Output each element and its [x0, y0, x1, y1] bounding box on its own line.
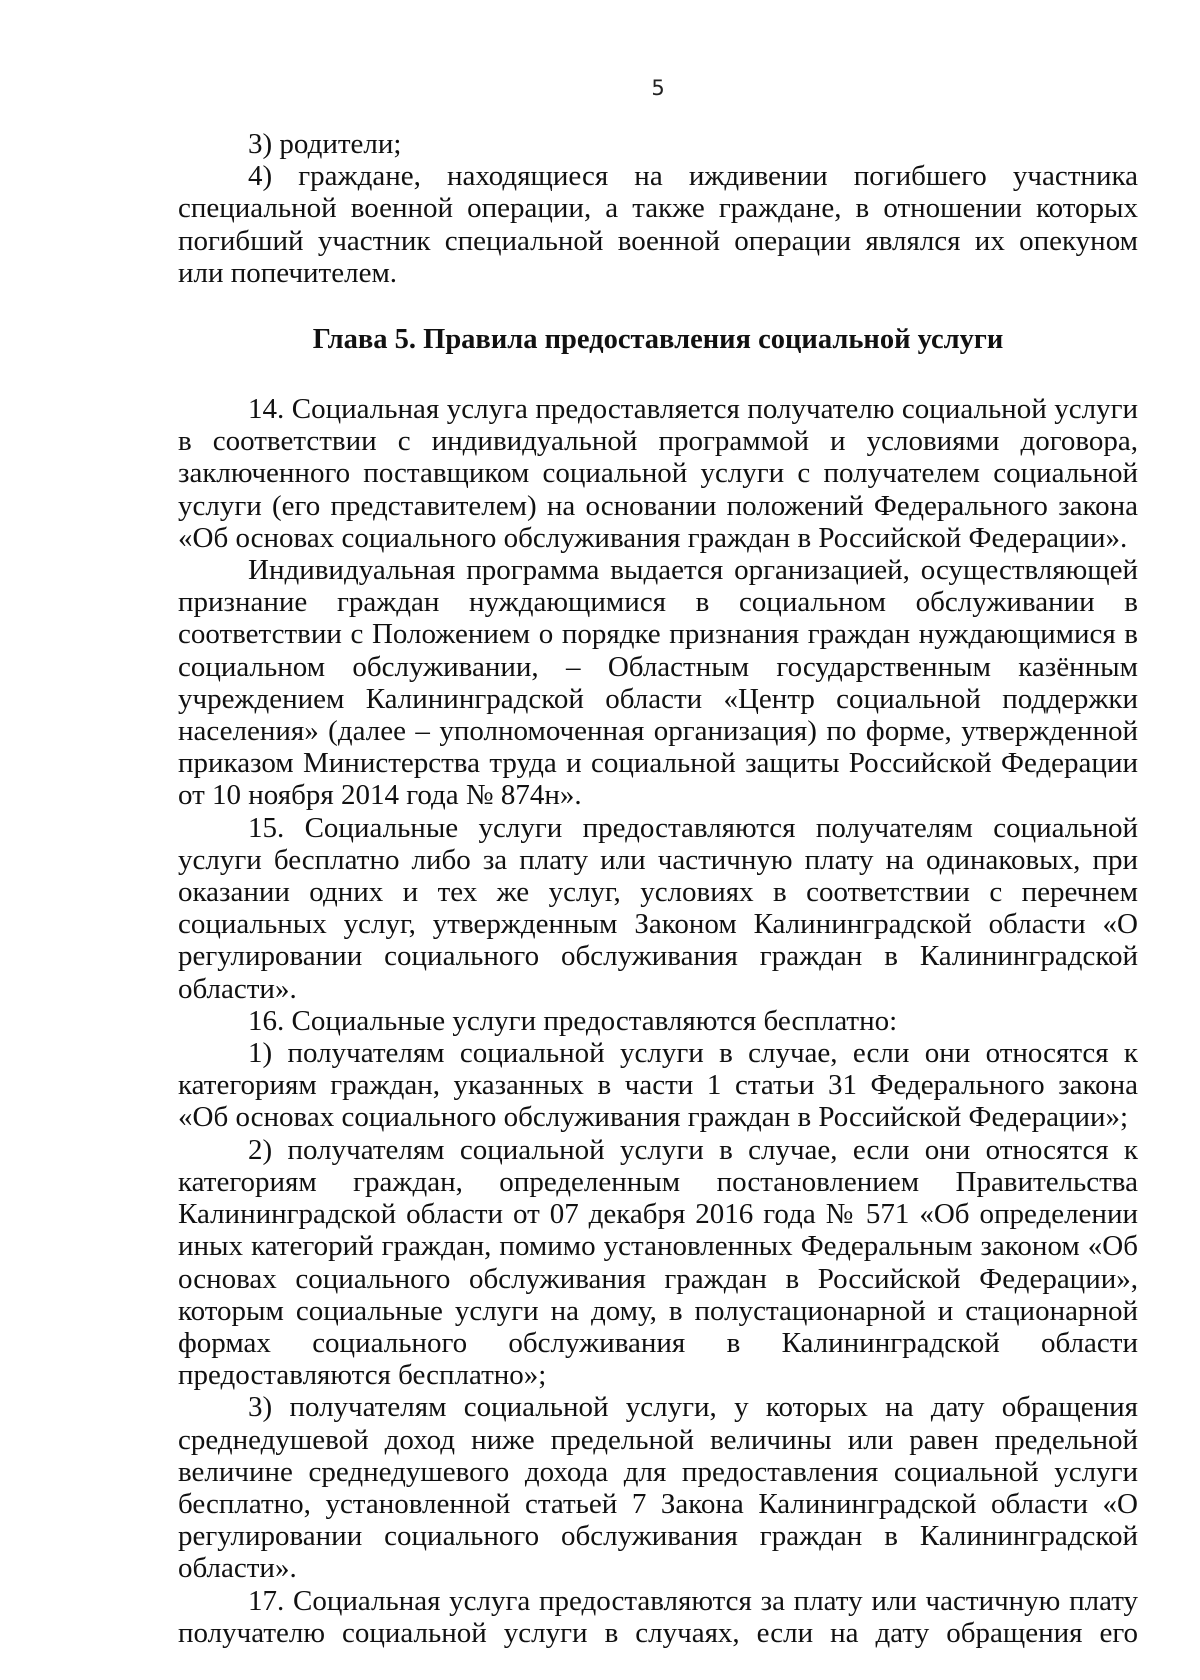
document-page [178, 0, 1138, 1680]
page-number: 5 [651, 76, 665, 100]
paragraph-16-item-1: 1) получателям социальной услуги в случае, если они относятся к категориям граждан, указанных в части 1 статьи 31 Федерального закона «Об основах социального обслуживания граждан в Российской Федерации»; [178, 1037, 1138, 1134]
chapter-heading: Глава 5. Правила предоставления социальной услуги [312, 324, 1004, 356]
list-item-parents: 3) родители; [248, 128, 402, 160]
paragraph-17: 17. Социальная услуга предоставляются за плату или частичную плату получателю социальной услуги в случаях, если на дату обращения его [178, 1584, 1138, 1649]
paragraph-16-item-3: 3) получателям социальной услуги, у которых на дату обращения среднедушевой доход ниже предельной величины или равен предельной величине среднедушевого дохода для предоставления социальной услуги бесплатно, установленной статьей 7 Закона Калининградской области «О регулировании социального обслуживания граждан в Калининградской области». [178, 1391, 1138, 1585]
paragraph-14: 14. Социальная услуга предоставляется получателю социальной услуги в соответствии с индивидуальной программой и условиями договора, заключенного поставщиком социальной услуги с получателем социальной услуги (его представителем) на основании положений Федерального закона «Об основах социального обслуживания граждан в Российской Федерации». [178, 393, 1138, 554]
paragraph-16: 16. Социальные услуги предоставляются бесплатно: [248, 1004, 898, 1037]
paragraph-16-item-2: 2) получателям социальной услуги в случае, если они относятся к категориям граждан, определенным постановлением Правительства Калининградской области от 07 декабря 2016 года № 571 «Об определении иных категорий граждан, помимо установленных Федеральным законом «Об основах социального обслуживания граждан в Российской Федерации», которым социальные услуги на дому, в полустационарной и стационарной формах социального обслуживания в Калининградской области предоставляются бесплатно»; [178, 1133, 1138, 1392]
paragraph-individual-program: Индивидуальная программа выдается организацией, осуществляющей признание граждан нуждающимися в социальном обслуживании в соответствии с Положением о порядке признания граждан нуждающимися в социальном обслуживании, – Областным государственным казённым учреждением Калининградской области «Центр социальной поддержки населения» (далее – уполномоченная организация) по форме, утвержденной приказом Министерства труда и социальной защиты Российской Федерации от 10 ноября 2014 года № 874н». [178, 554, 1138, 812]
document-body [178, 128, 1138, 1649]
paragraph-15: 15. Социальные услуги предоставляются получателям социальной услуги бесплатно либо за плату или частичную плату на одинаковых, при оказании одних и тех же услуг, условиях в соответствии с перечнем социальных услуг, утвержденным Законом Калининградской области «О регулировании социального обслуживания граждан в Калининградской области». [178, 811, 1138, 1005]
list-item-dependents: 4) граждане, находящиеся на иждивении погибшего участника специальной военной операции, а также граждане, в отношении которых погибший участник специальной военной операции являлся их опекуном или попечителем. [178, 160, 1138, 289]
